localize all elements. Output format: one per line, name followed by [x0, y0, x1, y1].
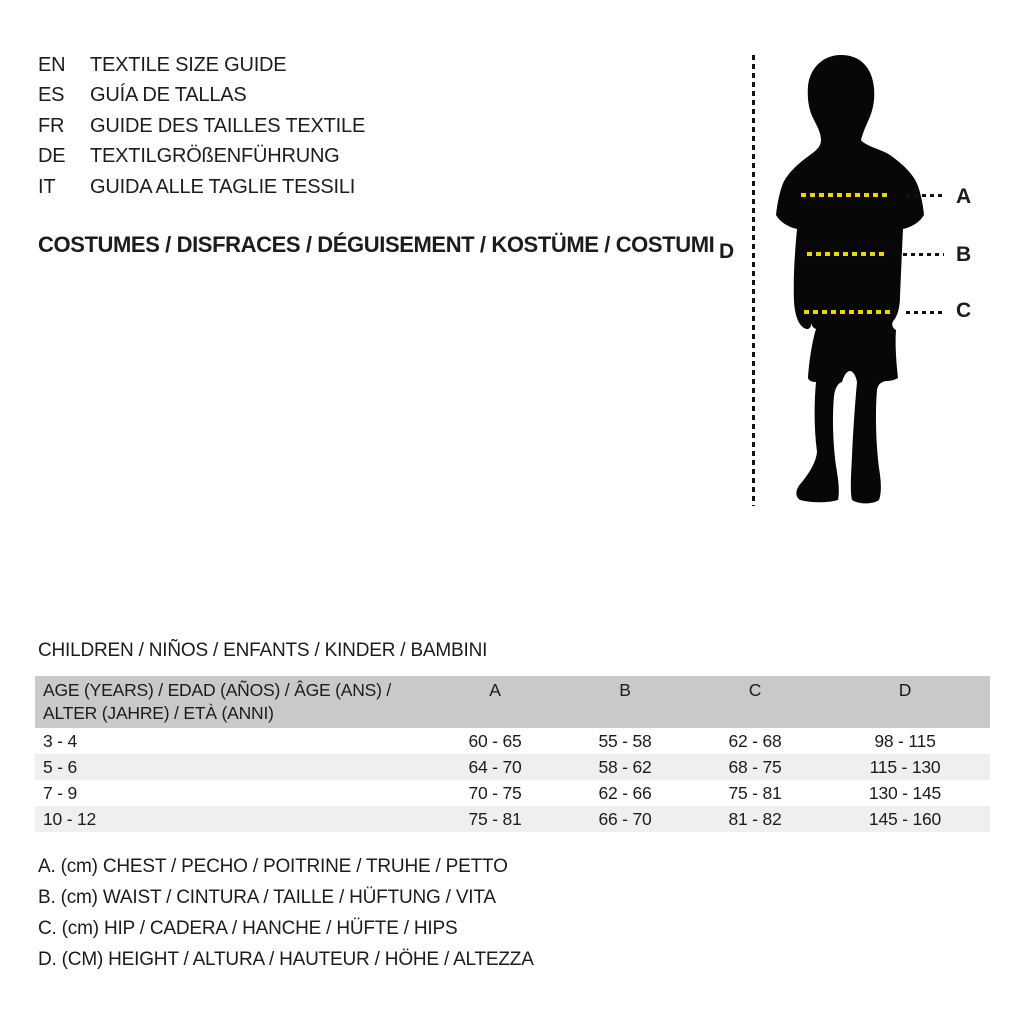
language-code: FR	[38, 114, 65, 137]
waist-measure-label: B	[956, 243, 971, 266]
height-measure-label: D	[719, 240, 734, 263]
waist-connector-line	[903, 253, 944, 256]
chest-cell: 64 - 70	[468, 756, 522, 777]
chest-measure-line	[801, 193, 889, 197]
age-cell: 3 - 4	[43, 730, 78, 751]
chest-connector-line	[906, 194, 946, 197]
waist-cell: 58 - 62	[598, 756, 652, 777]
age-cell: 5 - 6	[43, 756, 78, 777]
language-code: DE	[38, 145, 66, 168]
language-title-list	[38, 50, 365, 202]
hip-cell: 62 - 68	[728, 730, 782, 751]
waist-measure-line	[807, 252, 887, 256]
section-title-children: CHILDREN / NIÑOS / ENFANTS / KINDER / BAMBINI	[38, 640, 488, 661]
hip-cell: 81 - 82	[728, 808, 782, 829]
height-dotted-line	[752, 55, 755, 506]
size-row-7-9	[35, 780, 990, 806]
language-title: GUIDA ALLE TAGLIE TESSILI	[90, 175, 356, 198]
language-title: GUIDE DES TAILLES TEXTILE	[90, 114, 366, 137]
chest-cell: 60 - 65	[468, 730, 522, 751]
language-row-it	[38, 172, 365, 202]
category-title: COSTUMES / DISFRACES / DÉGUISEMENT / KOSTÜME / COSTUMI	[38, 232, 715, 257]
height-cell: 98 - 115	[874, 730, 936, 751]
language-title: TEXTILGRÖßENFÜHRUNG	[90, 145, 340, 168]
chest-cell: 70 - 75	[468, 782, 522, 803]
column-header-a: A	[430, 676, 560, 728]
hip-measure-label: C	[956, 299, 971, 322]
size-row-5-6	[35, 754, 990, 780]
size-table	[35, 676, 990, 832]
age-cell: 10 - 12	[43, 808, 97, 829]
column-header-d: D	[820, 676, 990, 728]
height-cell: 130 - 145	[868, 782, 942, 803]
waist-cell: 55 - 58	[598, 730, 652, 751]
size-row-10-12	[35, 806, 990, 832]
language-row-fr	[38, 111, 365, 141]
legend-height: D. (CM) HEIGHT / ALTURA / HAUTEUR / HÖHE / ALTEZZA	[38, 949, 534, 970]
hip-measure-line	[804, 310, 890, 314]
height-cell: 115 - 130	[869, 756, 941, 777]
legend-waist: B. (cm) WAIST / CINTURA / TAILLE / HÜFTUNG / VITA	[38, 887, 496, 908]
height-cell: 145 - 160	[868, 808, 942, 829]
age-header-line2: ALTER (JAHRE) / ETÀ (ANNI)	[43, 703, 274, 723]
age-column-header	[35, 676, 430, 728]
language-code: IT	[38, 175, 56, 198]
child-silhouette-image	[775, 52, 925, 508]
waist-cell: 62 - 66	[598, 782, 652, 803]
size-row-3-4	[35, 728, 990, 754]
measurement-figure	[700, 40, 1024, 520]
waist-cell: 66 - 70	[598, 808, 652, 829]
age-header-line1: AGE (YEARS) / EDAD (AÑOS) / ÂGE (ANS) /	[43, 680, 392, 700]
language-row-es	[38, 80, 365, 110]
measurement-legend	[38, 851, 534, 975]
hip-connector-line	[906, 311, 946, 314]
chest-cell: 75 - 81	[468, 808, 522, 829]
language-row-en	[38, 50, 365, 80]
size-table-header-row	[35, 676, 990, 728]
legend-hip: C. (cm) HIP / CADERA / HANCHE / HÜFTE / HIPS	[38, 918, 458, 939]
hip-cell: 75 - 81	[728, 782, 782, 803]
hip-cell: 68 - 75	[728, 756, 782, 777]
language-code: EN	[38, 54, 66, 76]
legend-chest: A. (cm) CHEST / PECHO / POITRINE / TRUHE / PETTO	[38, 856, 508, 877]
language-title: TEXTILE SIZE GUIDE	[90, 54, 287, 76]
language-row-de	[38, 141, 365, 171]
age-cell: 7 - 9	[43, 782, 78, 803]
language-title: GUÍA DE TALLAS	[90, 84, 247, 107]
column-header-c: C	[690, 676, 820, 728]
column-header-b: B	[560, 676, 690, 728]
chest-measure-label: A	[956, 185, 971, 208]
language-code: ES	[38, 84, 65, 107]
